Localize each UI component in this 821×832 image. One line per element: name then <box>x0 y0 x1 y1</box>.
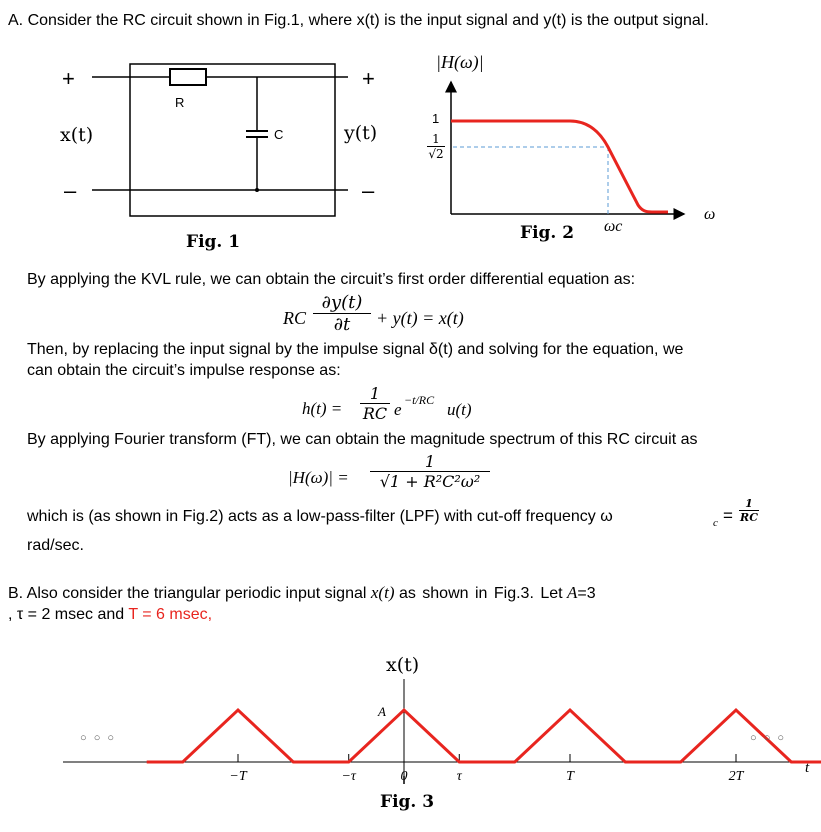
fig3-y-label: x(t) <box>386 654 420 676</box>
fig2-wc-label: ωc <box>604 218 623 235</box>
triangle-wave <box>147 710 821 762</box>
ft-text: By applying Fourier transform (FT), we can obtain the magnitude spectrum of this RC circuit as <box>27 431 698 448</box>
fig3-tick-label: T <box>566 769 574 784</box>
intro-text: A. Consider the RC circuit shown in Fig.1, where x(t) is the input signal and y(t) is the output signal. <box>8 12 709 29</box>
eq2-tail: u(t) <box>447 400 472 419</box>
output-label: y(t) <box>344 122 378 144</box>
minus-output: – <box>362 178 375 203</box>
kvl-text: By applying the KVL rule, we can obtain the circuit’s first order differential equation as: <box>27 271 636 288</box>
fig3-tick-label: 0 <box>400 769 408 784</box>
eq2-sup: −t/RC <box>404 393 435 407</box>
fig2-caption: Fig. 2 <box>520 223 575 243</box>
eq2-lhs: h(t) = <box>302 399 343 418</box>
fig3-tick-label: τ <box>456 769 462 784</box>
eq1-rc: RC <box>283 308 307 328</box>
eq3-lhs: |H(ω)| = <box>288 468 349 487</box>
fig3-caption: Fig. 3 <box>380 792 435 812</box>
wc-subscript: c <box>713 517 718 529</box>
eq2-fraction: $\frac{1}{RC}$ <box>360 384 390 423</box>
plus-output: + <box>362 66 375 91</box>
eq2-exp: e <box>394 400 402 419</box>
part-b-line2: , τ = 2 msec and T = 6 msec, <box>8 606 213 623</box>
fig2-x-label: ω <box>704 206 716 223</box>
fig3-t-label: t <box>805 760 810 776</box>
resistor <box>170 69 206 85</box>
capacitor-label: C <box>274 127 284 142</box>
fig2-tick-root: $\frac{1}{√2}$ <box>428 132 444 161</box>
part-b-line1: B. Also consider the triangular periodic input signal x(t) as shown in Fig.3. Let A=3 <box>8 583 596 602</box>
wc-fraction: $\frac{1}{RC}$ <box>740 497 758 524</box>
resistor-label: R <box>175 95 185 110</box>
lpf-text: which is (as shown in Fig.2) acts as a low-pass-filter (LPF) with cut-off frequency ω <box>27 508 613 525</box>
eq3-fraction: $\frac{1}{\text{√1 + R²C²ω²}}$ <box>370 452 490 491</box>
fig2-y-label: |H(ω)| <box>436 52 484 72</box>
fig3-peak-label: A <box>378 704 386 719</box>
fig2-tick-1: 1 <box>432 111 440 126</box>
minus-input: – <box>64 178 77 203</box>
fig3-dots-left: ○ ○ ○ <box>80 732 117 744</box>
eq1-derivative: $\frac{\partial y(t)}{\partial t}$ <box>313 292 371 335</box>
eq1-rhs: + y(t) = x(t) <box>376 308 464 328</box>
fig3-tick-label: −T <box>229 769 247 784</box>
fig3-dots-right: ○ ○ ○ <box>750 732 787 744</box>
fig1-caption: Fig. 1 <box>186 232 241 252</box>
plus-input: + <box>62 66 75 91</box>
fig3-tick-label: −τ <box>341 769 356 784</box>
impulse-text-2: can obtain the circuit’s impulse response as: <box>27 362 341 379</box>
lpf-curve <box>451 121 668 212</box>
impulse-text-1: Then, by replacing the input signal by the impulse signal δ(t) and solving for the equation, we <box>27 341 684 358</box>
wc-equals: = <box>723 506 733 525</box>
rad-text: rad/sec. <box>27 537 84 554</box>
input-label: x(t) <box>60 124 94 146</box>
fig3-tick-label: 2T <box>728 769 744 784</box>
